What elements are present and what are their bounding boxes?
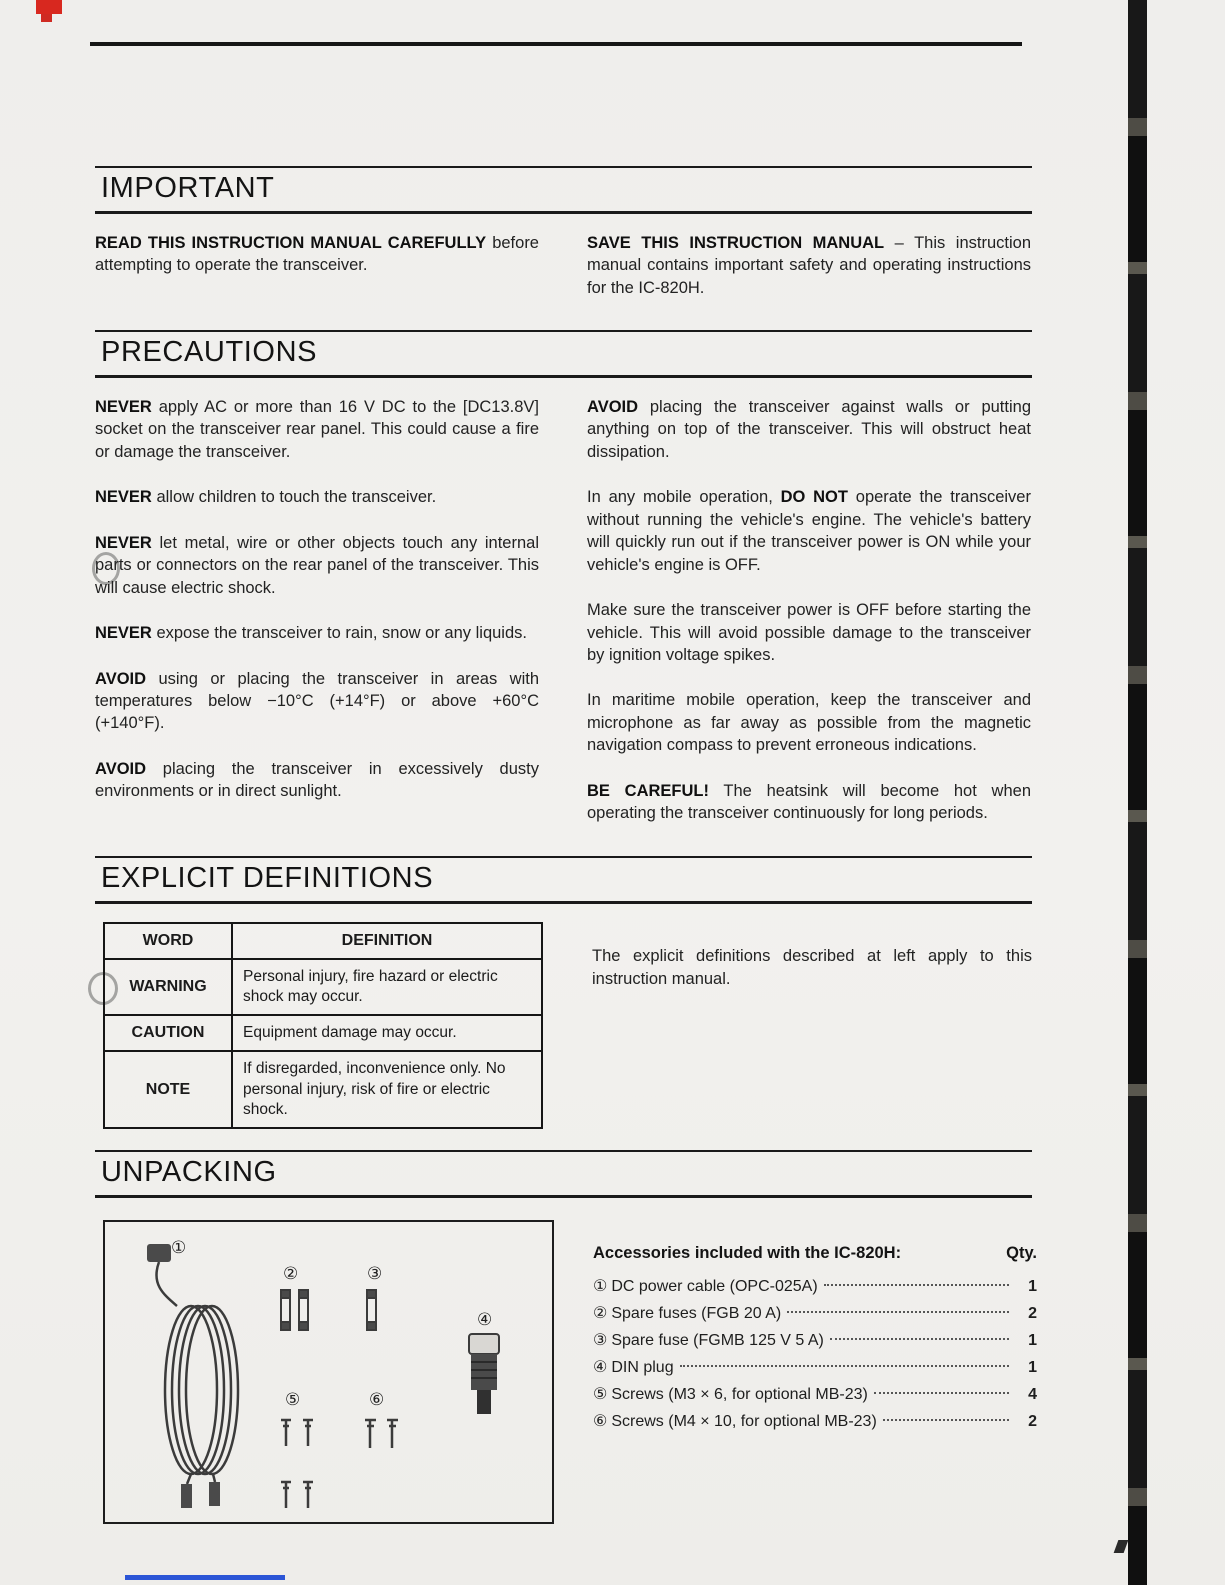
scan-artifact-red-mark <box>36 0 62 14</box>
accessory-item <box>593 1354 1037 1381</box>
left-column <box>95 232 539 322</box>
item-number: ① <box>593 1278 608 1295</box>
accessories-list <box>593 1244 1037 1435</box>
table-row <box>104 1051 542 1127</box>
unpacking-body <box>95 1216 1037 1546</box>
precaution-paragraph <box>95 758 539 803</box>
paragraph-text: placing the transceiver against walls or putting anything on top of the transceiver. This will obstruct heat dissipation. <box>587 398 1031 461</box>
paragraph-text: The heatsink will become hot when operating the transceiver continuously for long periods. <box>587 781 1032 823</box>
figure-label-3: ③ <box>367 1264 383 1283</box>
section-title-explicit-definitions: EXPLICIT DEFINITIONS <box>101 862 434 894</box>
precaution-paragraph <box>95 668 539 735</box>
item-qty: 1 <box>1028 1332 1037 1349</box>
bold-lead: NEVER <box>95 488 152 507</box>
screws-m4-drawing <box>365 1420 398 1448</box>
spare-fuse-drawing <box>367 1290 376 1330</box>
figure-label-1: ① <box>171 1238 187 1257</box>
figure-label-4: ④ <box>477 1310 493 1329</box>
spare-fuses-drawing <box>281 1290 308 1330</box>
item-label: DIN plug <box>611 1359 674 1376</box>
precaution-paragraph <box>587 396 1031 463</box>
screws-m3-drawing <box>281 1420 313 1508</box>
definitions-body <box>95 922 1032 1142</box>
bold-lead: BE CAREFUL! <box>587 781 709 800</box>
figure-label-6: ⑥ <box>369 1390 385 1409</box>
paragraph-text: – This instruction manual contains important safety and operating instructions for the IC-820H. <box>587 234 1031 297</box>
definitions-table <box>103 922 543 1129</box>
bold-lead: AVOID <box>587 398 639 416</box>
table-row <box>104 959 542 1015</box>
section-title-unpacking: UNPACKING <box>101 1156 277 1188</box>
important-body <box>95 232 1032 322</box>
paragraph-text: apply AC or more than 16 V DC to the [DC13.8V] socket on the transceiver rear panel. This could cause a fire or damage the transceiver. <box>95 398 539 461</box>
item-label: DC power cable (OPC-025A) <box>611 1278 818 1295</box>
item-label: Screws (M3 × 6, for optional MB-23) <box>611 1386 868 1403</box>
right-column <box>587 396 1031 848</box>
accessories-list-header <box>593 1244 1037 1263</box>
figure-label-2: ② <box>283 1264 299 1283</box>
table-header-row <box>104 923 542 959</box>
section-explicit-definitions <box>95 856 1032 904</box>
precaution-paragraph <box>95 396 539 463</box>
paragraph-text: before attempting to operate the transceiver. <box>95 234 539 275</box>
dc-power-cable-drawing <box>147 1244 238 1508</box>
paragraph-text: expose the transceiver to rain, snow or any liquids. <box>151 624 527 643</box>
precautions-body <box>95 396 1032 848</box>
heading-rule <box>95 1195 1032 1198</box>
bold-lead: READ THIS INSTRUCTION MANUAL CAREFULLY <box>95 234 487 252</box>
din-plug-drawing <box>469 1334 499 1414</box>
scan-artifact-red-mark-small <box>41 14 52 22</box>
col-header-definition: DEFINITION <box>232 923 542 959</box>
accessories-figure <box>103 1220 554 1524</box>
figure-label-5: ⑤ <box>285 1390 301 1409</box>
item-qty: 2 <box>1028 1413 1037 1430</box>
binding-edge-shadow <box>1128 0 1147 1585</box>
accessories-list-title: Accessories included with the IC-820H: <box>593 1244 902 1262</box>
definition-cell: Personal injury, fire hazard or electric shock may occur. <box>232 959 542 1015</box>
paragraph-text: let metal, wire or other objects touch any internal parts or connectors on the rear panel of the transceiver. This will cause electric shock. <box>95 533 539 597</box>
dot-leader <box>787 1311 1009 1313</box>
item-number: ② <box>593 1305 608 1322</box>
definitions-side-note: The explicit definitions described at left apply to this instruction manual. <box>592 946 1032 988</box>
bold-lead: AVOID <box>95 759 147 778</box>
paragraph-text: operate the transceiver without running the vehicle's engine. The vehicle's battery will quickly run out if the transceiver power is ON while your vehicle's engine is OFF. <box>587 488 1031 574</box>
paragraph-text: In any mobile operation, <box>587 488 781 507</box>
col-header-word: WORD <box>104 923 232 959</box>
dot-leader <box>830 1338 1009 1340</box>
scan-artifact-blue-line <box>125 1575 285 1580</box>
bold-lead: NEVER <box>95 624 152 643</box>
word-cell: NOTE <box>104 1051 232 1127</box>
accessory-item <box>593 1408 1037 1435</box>
paragraph-text: allow children to touch the transceiver. <box>151 488 437 507</box>
section-title-precautions: PRECAUTIONS <box>101 336 318 368</box>
section-unpacking <box>95 1150 1032 1198</box>
item-number: ⑤ <box>593 1386 608 1403</box>
accessory-item <box>593 1381 1037 1408</box>
paragraph-text: In maritime mobile operation, keep the transceiver and microphone as far away as possible from the magnetic navigation compass to prevent erroneous indications. <box>587 691 1031 755</box>
bold-lead: NEVER <box>95 533 152 552</box>
page-top-rule <box>90 42 1022 46</box>
dot-leader <box>883 1419 1009 1421</box>
dot-leader <box>680 1365 1009 1367</box>
item-label: Spare fuse (FGMB 125 V 5 A) <box>611 1332 824 1349</box>
section-title-important: IMPORTANT <box>101 172 275 204</box>
item-qty: 1 <box>1028 1359 1037 1376</box>
precaution-paragraph <box>95 532 539 599</box>
section-precautions <box>95 330 1032 378</box>
item-label: Screws (M4 × 10, for optional MB-23) <box>611 1413 877 1430</box>
item-number: ④ <box>593 1359 608 1376</box>
precaution-paragraph <box>587 486 1031 576</box>
table-row <box>104 1015 542 1051</box>
bold-lead: AVOID <box>95 669 147 688</box>
accessories-drawing <box>105 1222 548 1518</box>
paragraph-save-manual <box>587 232 1031 299</box>
bold-lead: NEVER <box>95 398 152 416</box>
heading-rule <box>95 901 1032 904</box>
word-cell: CAUTION <box>104 1015 232 1051</box>
precaution-paragraph <box>587 599 1031 666</box>
qty-column-header: Qty. <box>1006 1244 1037 1262</box>
accessory-item <box>593 1300 1037 1327</box>
precaution-paragraph <box>95 622 539 644</box>
heading-rule <box>95 211 1032 214</box>
item-number: ③ <box>593 1332 608 1349</box>
definition-cell: Equipment damage may occur. <box>232 1015 542 1051</box>
accessory-item <box>593 1273 1037 1300</box>
bold-lead: SAVE THIS INSTRUCTION MANUAL <box>587 234 885 252</box>
left-column <box>95 396 539 848</box>
paragraph-text: placing the transceiver in excessively dusty environments or in direct sunlight. <box>95 759 539 801</box>
item-number: ⑥ <box>593 1413 608 1430</box>
paragraph-read-manual <box>95 232 539 277</box>
precaution-paragraph <box>95 486 539 508</box>
heading-rule <box>95 375 1032 378</box>
dot-leader <box>824 1284 1009 1286</box>
scan-artifact-bottom-right <box>1114 1540 1129 1553</box>
word-cell: WARNING <box>104 959 232 1015</box>
precaution-paragraph <box>587 780 1031 825</box>
dot-leader <box>874 1392 1009 1394</box>
section-important <box>95 166 1032 214</box>
accessory-item <box>593 1327 1037 1354</box>
definition-cell: If disregarded, inconvenience only. No personal injury, risk of fire or electric shock. <box>232 1051 542 1127</box>
paragraph-text: using or placing the transceiver in areas with temperatures below −10°C (+14°F) or above +60°C (+140°F). <box>95 669 539 733</box>
right-column <box>587 232 1031 322</box>
item-qty: 1 <box>1028 1278 1037 1295</box>
paragraph-text: Make sure the transceiver power is OFF before starting the vehicle. This will avoid possible damage to the transceiver by ignition voltage spikes. <box>587 601 1031 664</box>
bold-lead: DO NOT <box>780 488 848 507</box>
precaution-paragraph <box>587 689 1031 756</box>
item-label: Spare fuses (FGB 20 A) <box>611 1305 782 1322</box>
item-qty: 4 <box>1028 1386 1037 1403</box>
item-qty: 2 <box>1028 1305 1037 1322</box>
